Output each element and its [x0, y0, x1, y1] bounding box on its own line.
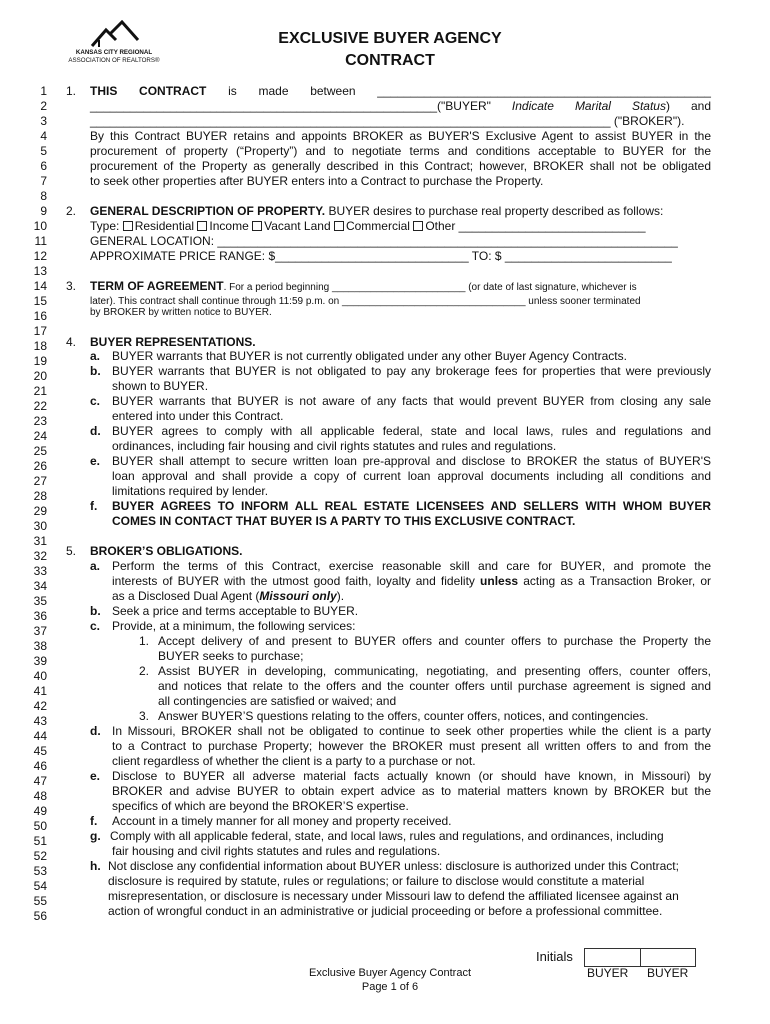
line-number: 29 [33, 504, 47, 518]
other-label: Other ____________________________ [425, 219, 646, 233]
line-number: 11 [34, 234, 47, 248]
s4-heading: BUYER REPRESENTATIONS. [90, 335, 256, 349]
commercial-label: Commercial [345, 219, 410, 233]
s5-a1: Perform the terms of this Contract, exercise reasonable skill and care for BUYER, and promote the [112, 559, 711, 573]
s1-l2b: Indicate Marital Status [511, 99, 666, 113]
line-number: 50 [33, 819, 47, 833]
s3-heading: TERM OF AGREEMENT [90, 279, 224, 293]
s4-e-label: e. [90, 454, 101, 468]
footer [240, 966, 540, 994]
s5-g2: fair housing and civil rights statutes and rules and regulations. [112, 844, 441, 858]
logo-line1: KANSAS CITY REGIONAL [75, 49, 153, 56]
general-location-field[interactable]: GENERAL LOCATION: _____________________________________________________________________ [90, 234, 678, 248]
s3-line2: later). This contract shall continue through 11:59 p.m. on _________________________________ unless sooner terminated [90, 296, 641, 307]
line-number: 36 [33, 609, 47, 623]
s1-line3: ______________________________________________________________________________ ("BROKER"). [90, 114, 685, 128]
initials-divider [640, 948, 641, 967]
s3-line1 [90, 279, 637, 295]
line-number: 39 [33, 654, 47, 668]
line-number: 53 [33, 864, 47, 878]
s2-line1 [90, 204, 663, 219]
line-number: 35 [33, 594, 47, 608]
s4-e1: BUYER shall attempt to secure written loan pre-approval and disclose to BROKER the status of BUYER'S [112, 454, 711, 468]
line-number: 48 [33, 789, 47, 803]
buyer2-label: BUYER [647, 966, 689, 980]
buyer1-label: BUYER [587, 966, 629, 980]
s3-line3: by BROKER by written notice to BUYER. [90, 307, 272, 318]
line-number: 1 [40, 84, 47, 98]
s5-h2: disclosure is required by statute, rules or regulations; or failure to disclose would constitute a material [108, 874, 645, 888]
line-number: 38 [33, 639, 47, 653]
s5-g-label: g. [90, 829, 101, 843]
residential-label: Residential [134, 219, 195, 233]
line-number: 56 [33, 909, 47, 923]
s5-a3b: Missouri only [259, 589, 337, 603]
s5-a2a: interests of BUYER with the utmost good faith, loyalty and fidelity [112, 574, 481, 588]
price-range-field[interactable]: APPROXIMATE PRICE RANGE: $_____________________________ TO: $ _________________________ [90, 249, 672, 263]
line-number: 5 [40, 144, 47, 158]
s5-a3 [112, 589, 344, 604]
s1-num: 1. [66, 84, 77, 98]
s3-l1: . For a period beginning ________________________ (or date of last signature, whichever is [223, 282, 637, 293]
line-number: 6 [40, 159, 47, 173]
s5-a3a: as a Disclosed Dual Agent ( [112, 589, 260, 603]
s2-num: 2. [66, 204, 77, 218]
s1-l1: is made between __________________________________________________ [206, 84, 711, 98]
title-line1: EXCLUSIVE BUYER AGENCY [278, 30, 502, 47]
house-roofs-icon [90, 20, 140, 48]
s1-heading: THIS CONTRACT [90, 84, 207, 98]
s5-c2a: Assist BUYER in developing, communicating, negotiating, and presenting offers, counter offers, [158, 664, 711, 678]
line-number: 44 [33, 729, 47, 743]
initials-label: Initials [536, 949, 573, 964]
line-number: 17 [33, 324, 47, 338]
line-number: 34 [33, 579, 47, 593]
vacant-land-checkbox[interactable] [252, 221, 262, 231]
s5-d3: client regardless of whether the client is a party to a purchase or not. [112, 754, 476, 768]
s1-line1 [90, 84, 711, 99]
s5-e3: specifics of which are beyond the BROKER’S expertise. [112, 799, 409, 813]
line-number: 4 [40, 129, 47, 143]
s3-num: 3. [66, 279, 77, 293]
s5-heading: BROKER’S OBLIGATIONS. [90, 544, 243, 558]
line-number: 3 [40, 114, 47, 128]
s5-a-label: a. [90, 559, 101, 573]
s5-c2c: all contingencies are satisfied or waived; and [158, 694, 397, 708]
s4-d-label: d. [90, 424, 101, 438]
line-number: 15 [33, 294, 47, 308]
line-number: 12 [33, 249, 47, 263]
s1-line6: procurement of the Property as generally described in this Contract; however, BROKER shall not be obligated [90, 159, 711, 173]
s4-d2: ordinances, including fair housing and civil rights statutes and rules and regulations. [112, 439, 557, 453]
s5-d2: to a Contract to purchase Property; however the BROKER must present all written offers to and from the [112, 739, 711, 753]
s5-e2: BROKER and advise BUYER to obtain expert advice as to material matters known by BROKER but the [112, 784, 711, 798]
vacant-land-label: Vacant Land [264, 219, 331, 233]
s1-line7: to seek other properties after BUYER enters into a Contract to purchase the Property. [90, 174, 544, 188]
s5-d1: In Missouri, BROKER shall not be obligated to continue to seek other properties while the client is a party [112, 724, 711, 738]
s1-line2 [90, 99, 711, 114]
line-number: 33 [33, 564, 47, 578]
s4-c1: BUYER warrants that BUYER is not aware of any facts that would prevent BUYER from closing any sale [112, 394, 711, 408]
line-number: 42 [33, 699, 47, 713]
s5-c2b: and notices that relate to the offers and the counter offers until purchase agreement is signed and [158, 679, 711, 693]
s1-line5: procurement of property (“Property”) and to negotiate terms and conditions acceptable to BUYER for the [90, 144, 711, 158]
s1-l2a: ____________________________________________________("BUYER" [90, 99, 512, 113]
s1-l2c: ) and [665, 99, 711, 113]
s4-f2: COMES IN CONTACT THAT BUYER IS A PARTY TO THIS EXCLUSIVE CONTRACT. [112, 514, 576, 528]
type-label: Type: [90, 219, 120, 233]
s4-b-label: b. [90, 364, 101, 378]
s4-a-label: a. [90, 349, 101, 363]
s5-c1a: Accept delivery of and present to BUYER offers and counter offers to purchase the Property the [158, 634, 711, 648]
line-number: 22 [33, 399, 47, 413]
s5-a2c: acting as a Transaction Broker, or [518, 574, 711, 588]
s5-b1: Seek a price and terms acceptable to BUYER. [112, 604, 359, 618]
residential-checkbox[interactable] [123, 221, 133, 231]
s4-b2: shown to BUYER. [112, 379, 209, 393]
s5-a2 [112, 574, 711, 589]
line-number: 45 [33, 744, 47, 758]
s5-c2-num: 2. [139, 664, 150, 678]
line-number: 18 [33, 339, 47, 353]
kcrar-logo [68, 20, 160, 72]
s5-c-label: c. [90, 619, 101, 633]
page-number: Page 1 of 6 [361, 981, 419, 993]
line-number: 2 [40, 99, 47, 113]
s4-e2: loan approval and shall provide a copy of current loan approval documents including all conditions and [112, 469, 711, 483]
line-number: 37 [33, 624, 47, 638]
footer-doc-name: Exclusive Buyer Agency Contract [308, 967, 472, 979]
s4-c-label: c. [90, 394, 101, 408]
line-number: 49 [33, 804, 47, 818]
line-number: 25 [33, 444, 47, 458]
s4-num: 4. [66, 335, 77, 349]
line-number: 47 [33, 774, 47, 788]
s5-h-label: h. [90, 859, 101, 873]
s5-a3c: ). [336, 589, 345, 603]
s5-e-label: e. [90, 769, 101, 783]
s5-c3a: Answer BUYER’S questions relating to the offers, counter offers, notices, and contingencies. [158, 709, 649, 723]
s5-f1: Account in a timely manner for all money and property received. [112, 814, 452, 828]
s4-a1: BUYER warrants that BUYER is not currently obligated under any other Buyer Agency Contracts. [112, 349, 627, 363]
line-number: 9 [40, 204, 47, 218]
s4-f-label: f. [90, 499, 98, 513]
line-number: 27 [33, 474, 47, 488]
line-number: 52 [33, 849, 47, 863]
line-number: 32 [33, 549, 47, 563]
s5-a2b: unless [480, 574, 519, 588]
s5-d-label: d. [90, 724, 101, 738]
s4-d1: BUYER agrees to comply with all applicable federal, state and local laws, rules and regulations and [112, 424, 711, 438]
income-label: Income [209, 219, 249, 233]
s5-c1-num: 1. [139, 634, 150, 648]
s4-c2: entered into under this Contract. [112, 409, 284, 423]
s2-heading: GENERAL DESCRIPTION OF PROPERTY. [90, 204, 326, 218]
line-number: 43 [33, 714, 47, 728]
commercial-checkbox[interactable] [334, 221, 344, 231]
line-number: 40 [33, 669, 47, 683]
line-number: 28 [33, 489, 47, 503]
line-number: 10 [33, 219, 47, 233]
s5-c3-num: 3. [139, 709, 150, 723]
line-number: 14 [33, 279, 47, 293]
s5-h4: action of wrongful conduct in an administrative or judicial proceeding or before a professional committee. [108, 904, 663, 918]
line-number: 55 [33, 894, 47, 908]
s5-f-label: f. [90, 814, 98, 828]
line-number: 51 [33, 834, 47, 848]
s5-c1b: BUYER seeks to purchase; [158, 649, 304, 663]
s1-line4: By this Contract BUYER retains and appoints BROKER as BUYER'S Exclusive Agent to assist BUYER in the [90, 129, 711, 143]
s2-type-row [90, 219, 646, 234]
page-title [190, 28, 590, 72]
line-number: 20 [33, 369, 47, 383]
s5-h3: misrepresentation, or disclosure is necessary under Missouri law to defend the affiliated licensee against an [108, 889, 679, 903]
line-number: 31 [33, 534, 47, 548]
income-checkbox[interactable] [197, 221, 207, 231]
s5-c1: Provide, at a minimum, the following services: [112, 619, 356, 633]
line-number: 46 [33, 759, 47, 773]
line-number: 23 [33, 414, 47, 428]
other-checkbox[interactable] [413, 221, 423, 231]
line-number: 21 [33, 384, 47, 398]
s4-f1: BUYER AGREES TO INFORM ALL REAL ESTATE LICENSEES AND SELLERS WITH WHOM BUYER [112, 499, 711, 513]
line-number: 7 [40, 174, 47, 188]
s5-b-label: b. [90, 604, 101, 618]
line-number: 16 [33, 309, 47, 323]
s4-b1: BUYER warrants that BUYER is not obligated to pay any brokerage fees for properties that were previously [112, 364, 711, 378]
s5-h1: Not disclose any confidential information about BUYER unless: disclosure is authorized under this Contract; [108, 859, 679, 873]
s5-num: 5. [66, 544, 77, 558]
line-number: 26 [33, 459, 47, 473]
line-number: 30 [33, 519, 47, 533]
s4-e3: limitations required by lender. [112, 484, 269, 498]
line-number: 24 [33, 429, 47, 443]
s5-e1: Disclose to BUYER all adverse material facts actually known (or should have known, in Missouri) by [112, 769, 711, 783]
line-number: 13 [33, 264, 47, 278]
logo-line2: ASSOCIATION OF REALTORS® [68, 57, 160, 64]
s5-g1: Comply with all applicable federal, state, and local laws, rules and regulations, and ordinances, including [110, 829, 664, 843]
line-number: 54 [33, 879, 47, 893]
line-number: 41 [33, 684, 47, 698]
s2-intro: BUYER desires to purchase real property described as follows: [325, 204, 664, 218]
line-number: 8 [40, 189, 47, 203]
title-line2: CONTRACT [345, 52, 435, 69]
line-number: 19 [33, 354, 47, 368]
